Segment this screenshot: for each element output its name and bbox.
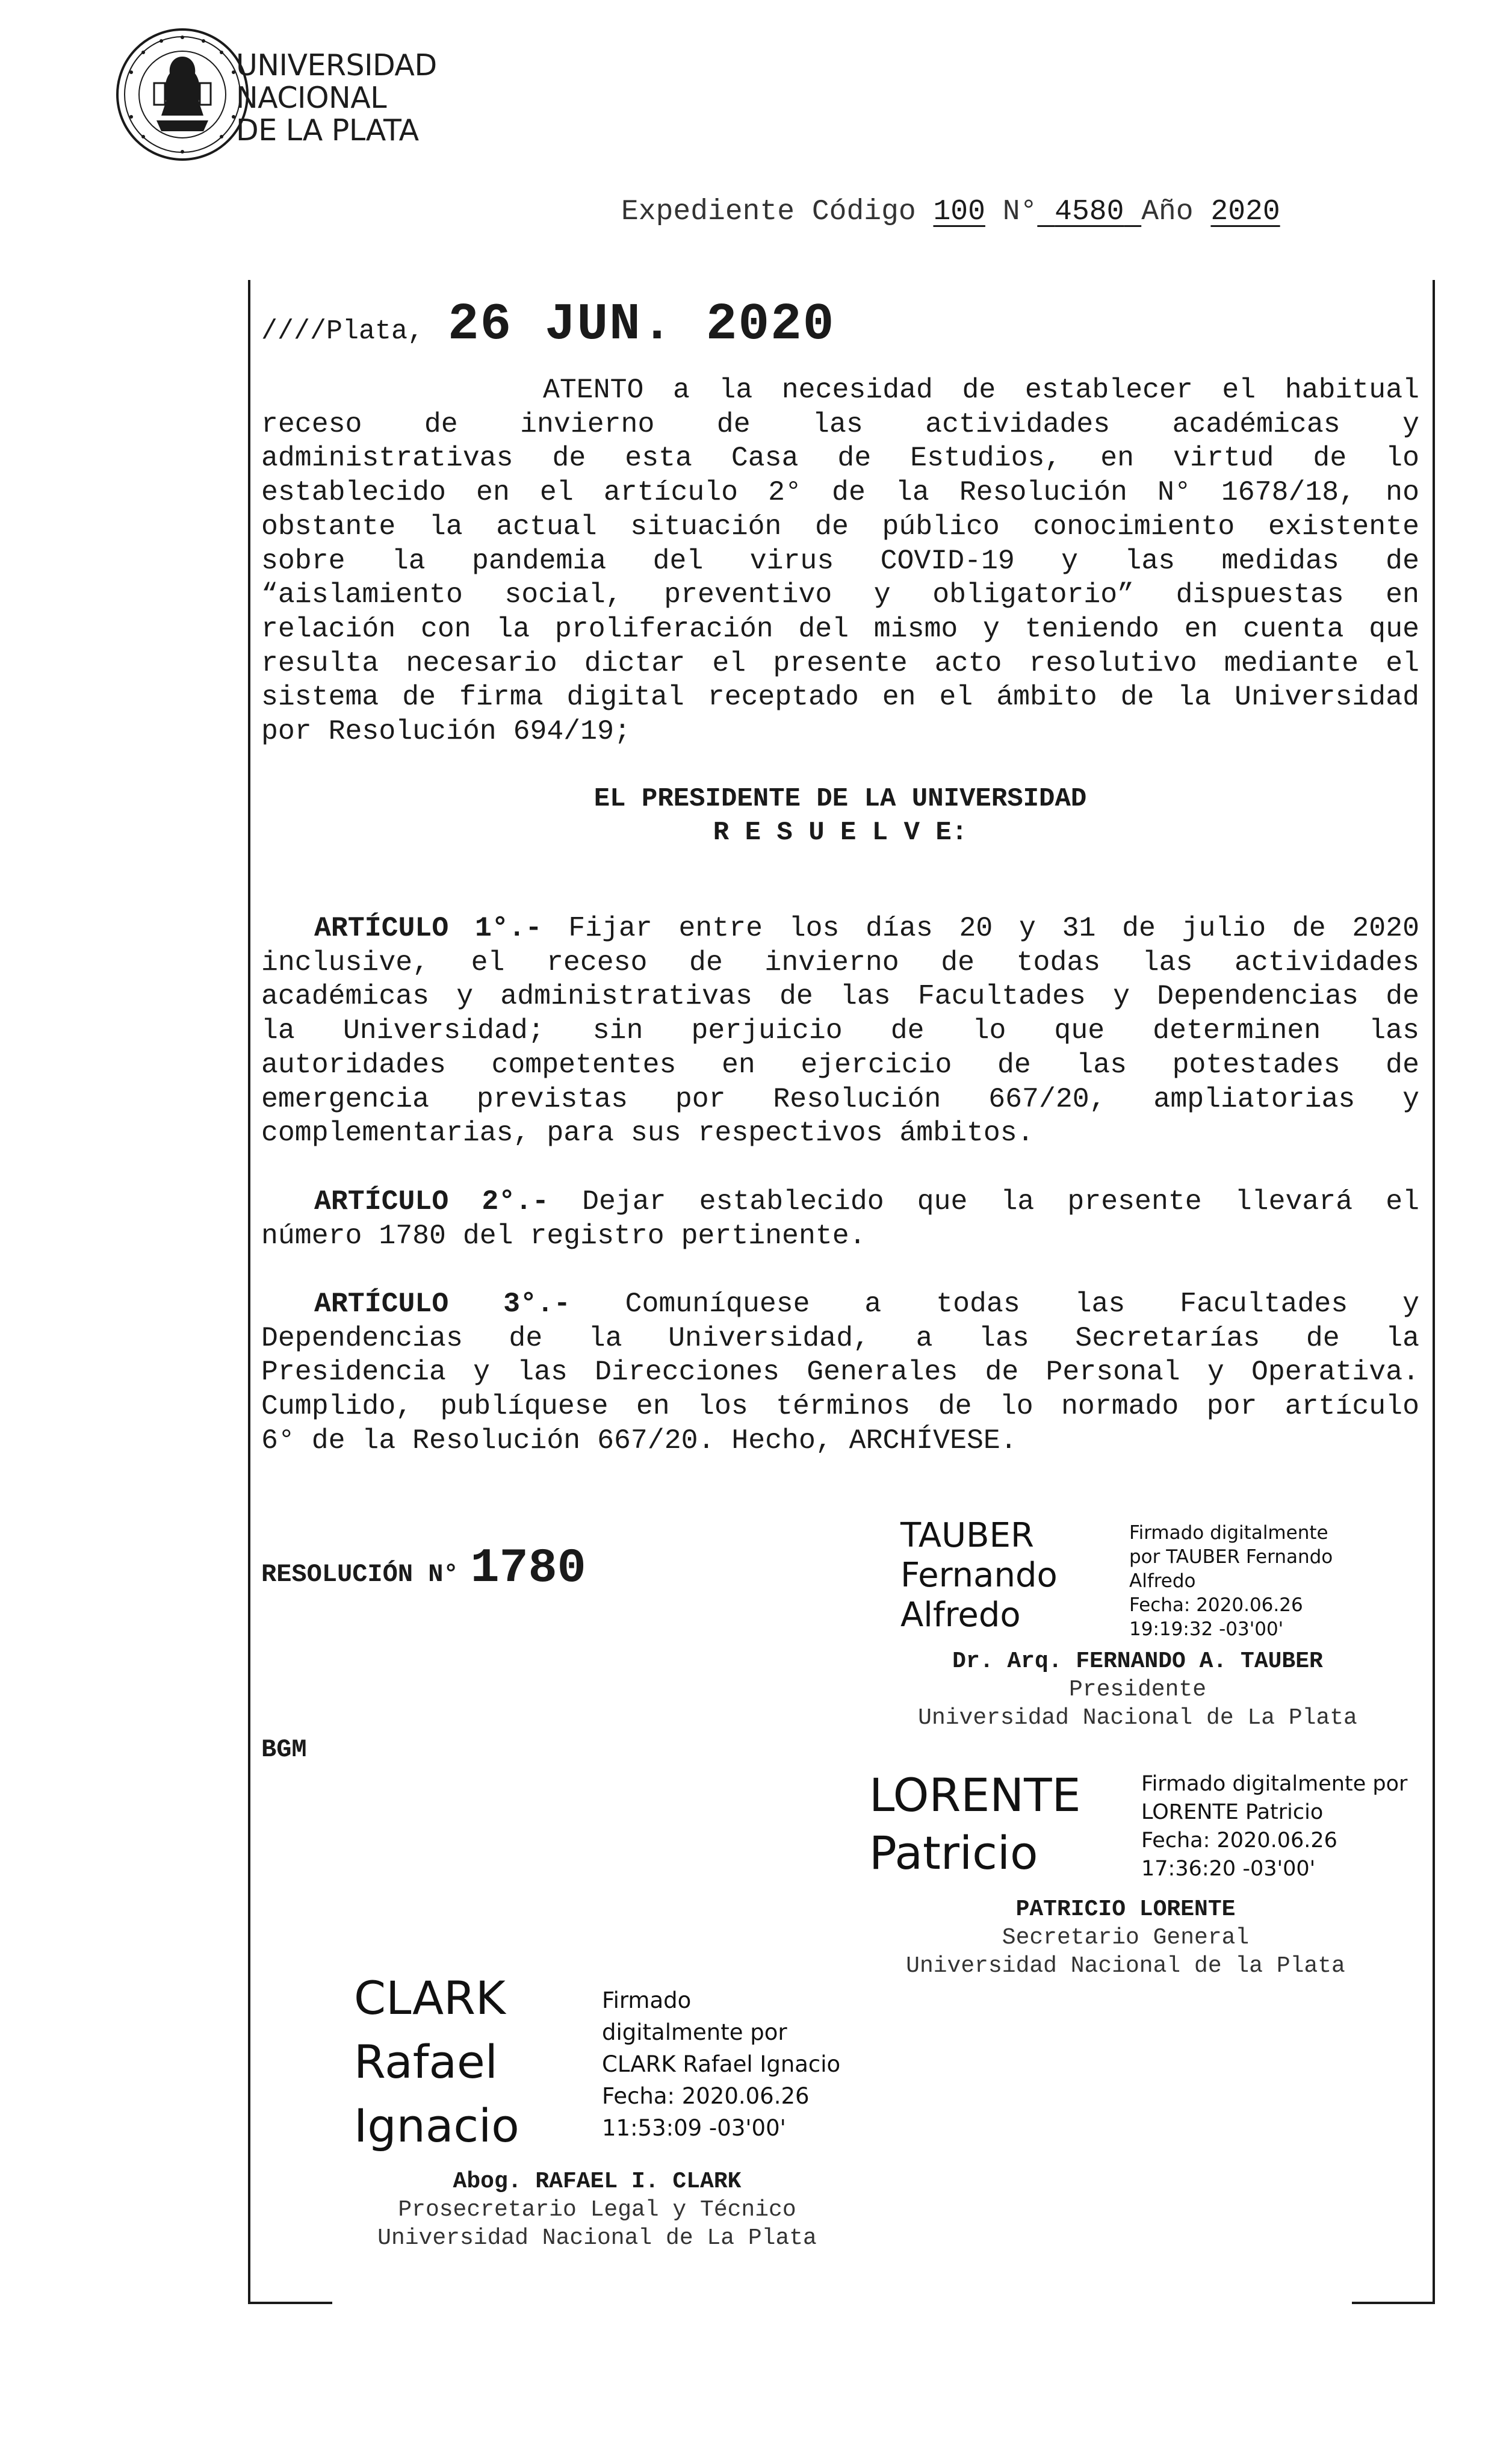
paragraph-line: ARTÍCULO 2°.- Dejar establecido que la presente llevará el (314, 1185, 1419, 1217)
articulo-1 (261, 912, 1419, 1151)
paragraph-line: “aislamiento social, preventivo y obligatorio” dispuestas en (261, 579, 1419, 611)
paragraph-line: ATENTO a la necesidad de establecer el habitual (543, 374, 1419, 406)
signer-block-clark (326, 2167, 868, 2252)
signature-name-tauber: TAUBER Fernando Alfredo (900, 1516, 1058, 1635)
signer-institution: Universidad Nacional de la Plata (906, 1953, 1345, 1979)
signer-institution: Universidad Nacional de La Plata (377, 2225, 817, 2251)
articulo-label: ARTÍCULO 3°.- (314, 1288, 571, 1320)
university-name-line: DE LA PLATA (236, 113, 419, 148)
paragraph-line: autoridades competentes en ejercicio de las potestades de (261, 1048, 1419, 1081)
place-prefix: ////Plata, (261, 316, 424, 347)
frame-bottom-right-rule (1352, 2302, 1435, 2304)
frame-left-rule (248, 280, 250, 2304)
paragraph-line: sobre la pandemia del virus COVID-19 y las medidas de (261, 544, 1419, 577)
signer-block-lorente (855, 1895, 1396, 1980)
paragraph-line: ARTÍCULO 1°.- Fijar entre los días 20 y 31 de julio de 2020 (314, 912, 1419, 944)
signer-role: Presidente (1068, 1677, 1207, 1703)
paragraph-line: por Resolución 694/19; (261, 715, 631, 748)
articulo-2 (261, 1185, 1419, 1253)
paragraph-line: administrativas de esta Casa de Estudios, en virtud de lo (261, 442, 1419, 474)
resolucion-label: RESOLUCIÓN N° (261, 1560, 459, 1589)
signer-role: Secretario General (1002, 1925, 1250, 1951)
resolucion-line (261, 1541, 586, 1596)
signature-name-lorente: LORENTE Patricio (869, 1768, 1081, 1880)
paragraph-line: resulta necesario dictar el presente acto resolutivo mediante el (261, 647, 1419, 679)
paragraph-line: complementarias, para sus respectivos ámbitos. (261, 1117, 1034, 1149)
paragraph-line: ARTÍCULO 3°.- Comuníquese a todas las Facultades y (314, 1288, 1419, 1320)
paragraph-line: relación con la proliferación del mismo y teniendo en cuenta que (261, 612, 1419, 645)
expediente-anio: 2020 (1210, 196, 1280, 228)
signer-block-tauber (867, 1647, 1408, 1732)
signer-institution: Universidad Nacional de La Plata (918, 1705, 1357, 1731)
paragraph-line: receso de invierno de las actividades académicas y (261, 408, 1419, 440)
date-stamp: 26 JUN. 2020 (448, 295, 835, 354)
paragraph-line: sistema de firma digital receptado en el ámbito de la Universidad (261, 681, 1419, 713)
articulo-label: ARTÍCULO 2°.- (314, 1185, 549, 1217)
frame-right-rule (1433, 280, 1435, 2304)
expediente-numero-label: N° (1002, 196, 1038, 228)
unlp-seal-icon (113, 25, 252, 164)
paragraph-line: Presidencia y las Direcciones Generales de Personal y Operativa. (261, 1356, 1419, 1388)
expediente-line (621, 196, 1280, 228)
paragraph-line: 6° de la Resolución 667/20. Hecho, ARCHÍVESE. (261, 1424, 1017, 1456)
expediente-numero: 4580 (1055, 196, 1124, 228)
paragraph-line: Dependencias de la Universidad, a las Secretarías de la (261, 1322, 1419, 1354)
signature-meta-lorente: Firmado digitalmente por LORENTE Patricio Fecha: 2020.06.26 17:36:20 -03'00' (1141, 1772, 1408, 1881)
paragraph-line: académicas y administrativas de las Facultades y Dependencias de (261, 980, 1419, 1013)
expediente-anio-label: Año (1141, 196, 1194, 228)
initials: BGM (261, 1735, 307, 1764)
signer-role: Prosecretario Legal y Técnico (398, 2197, 796, 2223)
signature-meta-clark: Firmado digitalmente por CLARK Rafael Ignacio Fecha: 2020.06.26 11:53:09 -03'00' (602, 1987, 841, 2141)
paragraph-line: número 1780 del registro pertinente. (261, 1219, 866, 1252)
resolucion-numero: 1780 (470, 1541, 586, 1596)
paragraph-line: emergencia previstas por Resolución 667/20, ampliatorias y (261, 1083, 1419, 1115)
university-name (236, 49, 437, 147)
signer-name: PATRICIO LORENTE (1015, 1897, 1236, 1922)
expediente-label: Expediente Código (621, 196, 916, 228)
expediente-codigo: 100 (933, 196, 985, 228)
paragraph-line: establecido en el artículo 2° de la Resolución N° 1678/18, no (261, 476, 1419, 509)
resuelve-verb: R E S U E L V E: (713, 818, 968, 848)
paragraph-line: Cumplido, publíquese en los términos de lo normado por artículo (261, 1390, 1419, 1423)
date-line (261, 295, 835, 354)
university-name-line: UNIVERSIDAD (236, 48, 437, 82)
signature-name-clark: CLARK Rafael Ignacio (354, 1971, 519, 2152)
articulo-3 (261, 1287, 1419, 1458)
frame-bottom-left-rule (248, 2302, 332, 2304)
signer-name: Dr. Arq. FERNANDO A. TAUBER (952, 1648, 1323, 1674)
signature-meta-tauber: Firmado digitalmente por TAUBER Fernando Alfredo Fecha: 2020.06.26 19:19:32 -03'00' (1129, 1522, 1333, 1640)
considerando-paragraph (261, 373, 1419, 749)
paragraph-line: la Universidad; sin perjuicio de lo que determinen las (261, 1014, 1419, 1047)
paragraph-line: inclusive, el receso de invierno de todas las actividades (261, 946, 1419, 978)
resuelve-title: EL PRESIDENTE DE LA UNIVERSIDAD (593, 784, 1087, 814)
university-name-line: NACIONAL (236, 81, 387, 115)
paragraph-line: obstante la actual situación de público conocimiento existente (261, 510, 1419, 542)
articulo-label: ARTÍCULO 1°.- (314, 912, 542, 944)
signer-name: Abog. RAFAEL I. CLARK (453, 2169, 742, 2195)
